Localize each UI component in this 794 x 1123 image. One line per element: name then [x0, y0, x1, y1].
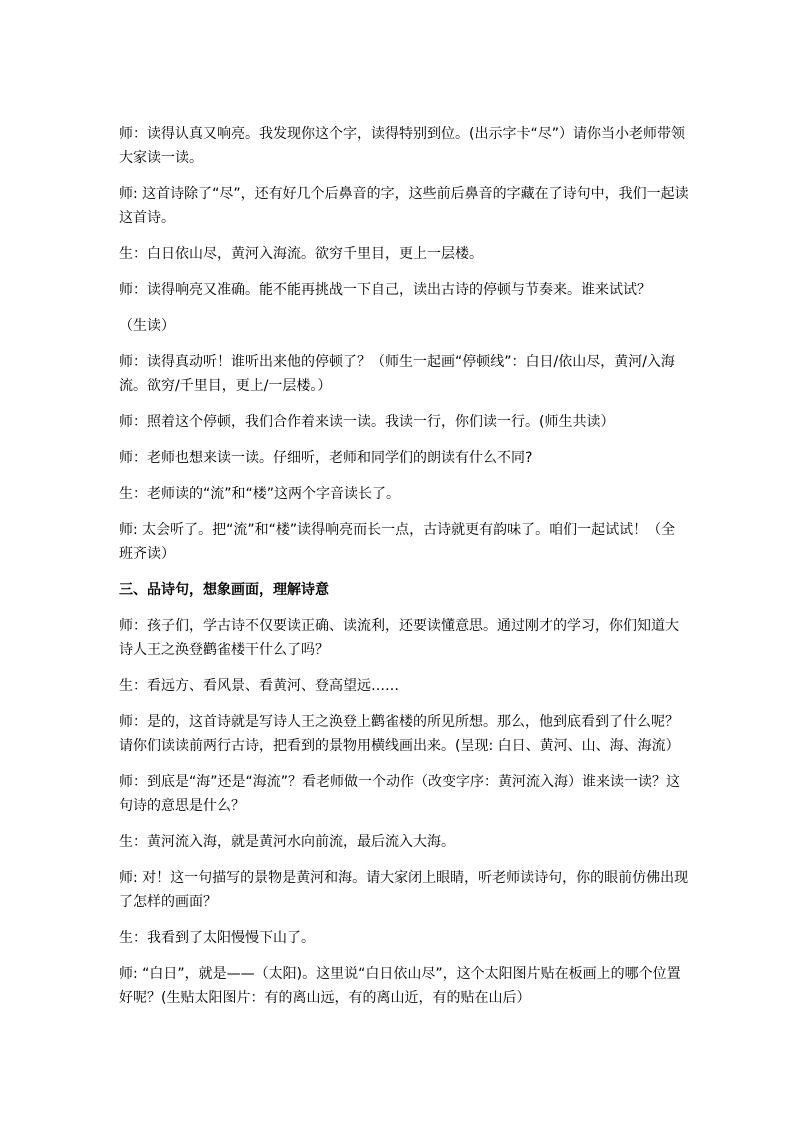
document-page [119, 122, 689, 1022]
paragraph-4: 师：读得响亮又准确。能不能再挑战一下自己，读出古诗的停顿与节奏来。谁来试试？ [119, 282, 651, 298]
paragraph-14: 师：是的，这首诗就是写诗人王之涣登上鹳雀楼的所见所想。那么，他到底看到了什么呢？请你们读读前两行古诗，把看到的景物用横线画出来。(呈现: 白日、黄河、山、海、海流） [119, 714, 680, 754]
paragraph-7: 师：照着这个停顿，我们合作着来读一读。我读一行，你们读一行。(师生共读） [119, 414, 615, 430]
paragraph-12: 师：孩子们，学古诗不仅要读正确、读流利，还要读懂意思。通过刚才的学习，你们知道大诗人王之涣登鹳雀楼干什么了吗？ [119, 618, 679, 658]
paragraph-3: 生：白日依山尽，黄河入海流。欲穷千里目，更上一层楼。 [119, 246, 483, 262]
paragraph-10: 师: 太会听了。把“流”和“楼”读得响亮而长一点，古诗就更有韵味了。咱们一起试试！（全班齐读） [119, 522, 676, 562]
paragraph-15: 师：到底是“海”还是“海流”？看老师做一个动作（改变字序：黄河流入海）谁来读一读？这句诗的意思是什么？ [119, 774, 681, 814]
paragraph-1: 师：读得认真又响亮。我发现你这个字，读得特别到位。(出示字卡“尽”）请你当小老师带领大家读一读。 [119, 126, 685, 166]
section-heading: 三、品诗句，想象画面，理解诗意 [119, 582, 329, 598]
paragraph-8: 师：老师也想来读一读。仔细听，老师和同学们的朗读有什么不同? [119, 450, 533, 466]
paragraph-18: 生：我看到了太阳慢慢下山了。 [119, 930, 315, 946]
paragraph-9: 生：老师读的“流”和“楼”这两个字音读长了。 [119, 486, 401, 502]
paragraph-17: 师: 对！这一句描写的景物是黄河和海。请大家闭上眼睛，听老师读诗句，你的眼前仿佛出现了怎样的画面？ [119, 870, 689, 910]
paragraph-6: 师：读得真动听！谁听出来他的停顿了？（师生一起画“停顿线”：白日/依山尽，黄河/入海流。欲穷/千里目，更上/一层楼。） [119, 354, 675, 394]
paragraph-19: 师: “白日”，就是——（太阳)。这里说“白日依山尽”，这个太阳图片贴在板画上的哪个位置好呢？(生贴太阳图片：有的离山远，有的离山近，有的贴在山后） [119, 966, 681, 1006]
paragraph-2: 师: 这首诗除了“尽”，还有好几个后鼻音的字，这些前后鼻音的字藏在了诗句中，我们一起读这首诗。 [119, 186, 689, 226]
paragraph-5: （生读） [119, 318, 175, 334]
paragraph-16: 生：黄河流入海，就是黄河水向前流，最后流入大海。 [119, 834, 455, 850]
paragraph-13: 生：看远方、看风景、看黄河、登高望远…… [119, 678, 399, 694]
